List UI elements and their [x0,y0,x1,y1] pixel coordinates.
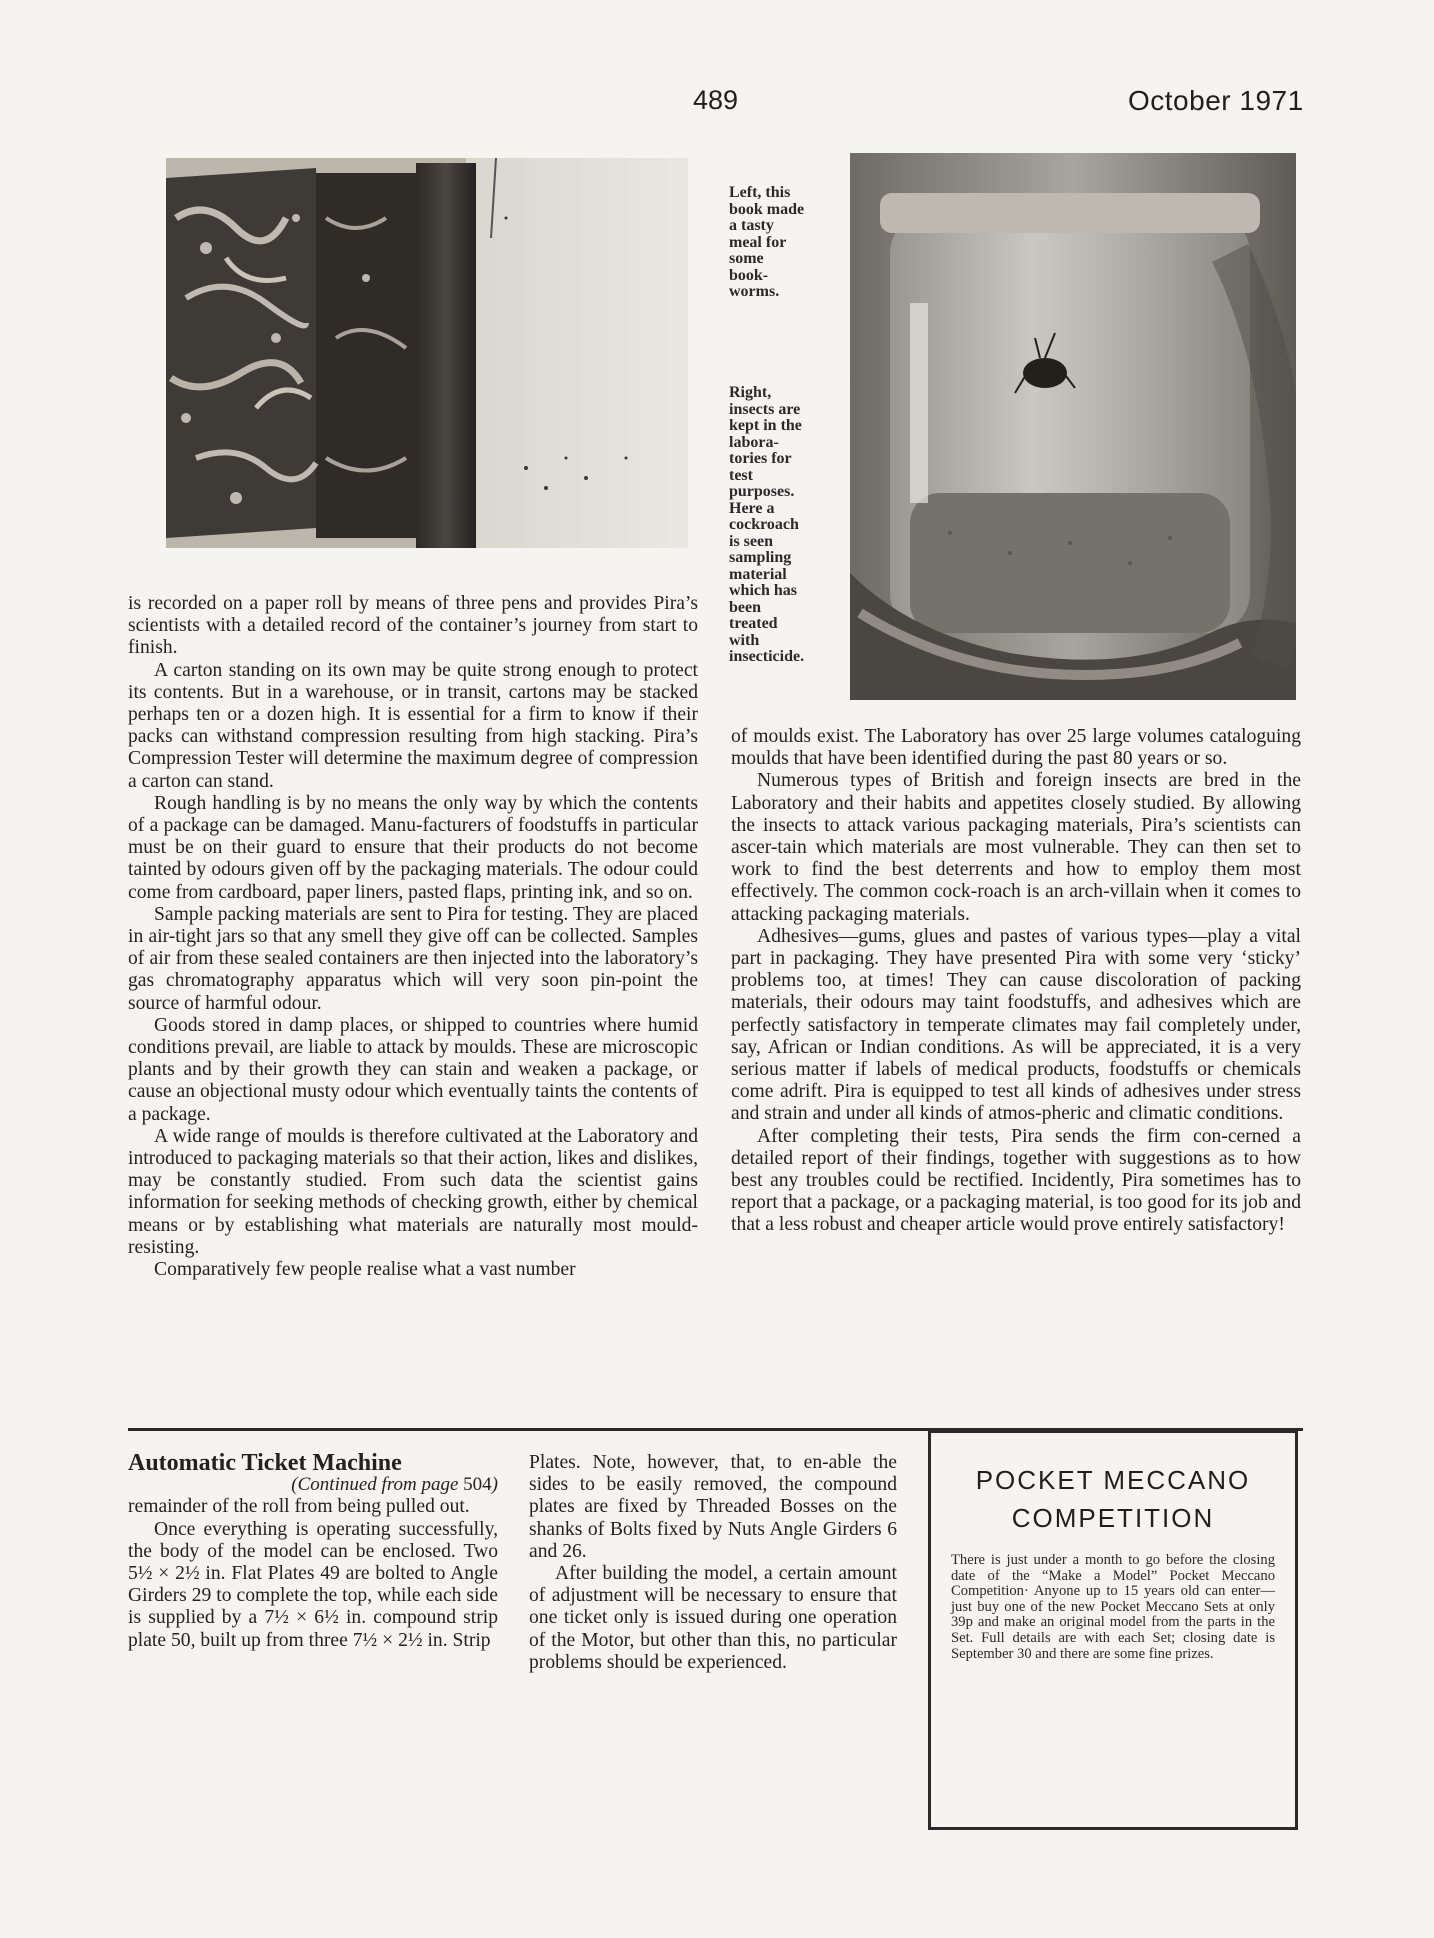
meccano-body: There is just under a month to go before the closing date of the “Make a Model” Pocket Meccano Competition· Anyone up to 15 years old can enter—just buy one of the new Pocket Meccano Sets at only 39p and make an original model from the parts in the Set. Full details are with each Set; closing date is September 30 and there are some fine prizes. [951,1552,1275,1662]
paragraph: Adhesives—gums, glues and pastes of various types—play a vital part in packaging. They have presented Pira with some very ‘sticky’ problems too, at times! They can cause discoloration of packing materials, their odours may taint foodstuffs, and adhesives which are perfectly satisfactory in temperate climates may fail completely under, say, African or Indian conditions. As will be appreciated, it is a very serious matter if labels of medical products, foodstuffs or chemicals come adrift. Pira is equipped to test all kinds of adhesives under stress and strain and under all kinds of atmos-pheric and climatic conditions. [731,925,1301,1125]
right-photo-caption: Right, insects are kept in the labora- tories for test purposes. Here a cockroach is seen sampling material which has been treated with insecticide. [729,384,805,665]
paragraph: Goods stored in damp places, or shipped to countries where humid conditions prevail, are liable to attack by moulds. These are microscopic plants and by their growth they can stain and weaken a package, or cause an objectional musty odour which eventually taints the contents of a package. [128,1014,698,1125]
meccano-title: POCKET MECCANO COMPETITION [975,1465,1251,1533]
left-photo-caption: Left, this book made a tasty meal for some book- worms. [729,184,805,300]
paragraph: After completing their tests, Pira sends the firm con-cerned a detailed report of their findings, together with suggestions as to how best any troubles could be rectified. Incidently, Pira sometimes has to report that a package, or a packaging material, is too good for its job and that a less robust and cheaper article would prove entirely satisfactory! [731,1125,1301,1236]
cockroach-jar-photo [850,153,1296,700]
ticket-machine-column-2 [529,1452,897,1674]
paragraph: Plates. Note, however, that, to en-able the sides to be easily removed, the compound plates are fixed by Threaded Bosses on the shanks of Bolts fixed by Nuts Angle Girders 6 and 26. [529,1452,897,1562]
paragraph: Sample packing materials are sent to Pira for testing. They are placed in air-tight jars so that any smell they give off can be collected. Samples of air from these sealed containers are then injected into the laboratory’s gas chromatography apparatus which will very soon pin-point the source of harmful odour. [128,903,698,1014]
article-left-column [128,593,698,1281]
paragraph: A carton standing on its own may be quite strong enough to protect its contents. But in a warehouse, or in transit, cartons may be stacked perhaps ten or a dozen high. It is essential for a firm to know if their packs can withstand compression resulting from high stacking. Pira’s Compression Tester will determine the maximum degree of compression a carton can stand. [128,659,698,792]
paragraph: Numerous types of British and foreign insects are bred in the Laboratory and their habits and appetites closely studied. By allowing the insects to attack various packaging materials, Pira’s scientists can ascer-tain which materials are most vulnerable. They can then set to work to find the best deterrents and how to employ them most effectively. The common cock-roach is an arch-villain when it comes to attacking packaging materials. [731,770,1301,925]
book-photo [166,158,688,548]
continued-page-number: 504 [463,1474,492,1496]
paragraph: A wide range of moulds is therefore cultivated at the Laboratory and introduced to packaging materials so that their action, likes and dislikes, may be constantly studied. From such data the scientist gains information for seeking methods of checking growth, either by chemical means or by establishing what materials are naturally most mould-resisting. [128,1125,698,1258]
ticket-machine-title: Automatic Ticket Machine [128,1450,402,1476]
paragraph: remainder of the roll from being pulled out. [128,1496,470,1518]
page-number: 489 [693,85,739,115]
paragraph: Rough handling is by no means the only way by which the contents of a package can be damaged. Manu-facturers of foodstuffs in particular must be on their guard to ensure that their products do not become tainted by odours given off by the packaging materials. The odour could come from cardboard, paper liners, pasted flaps, printing ink, and so on. [128,792,698,903]
paragraph: Once everything is operating successfully, the body of the model can be enclosed. Two 5½ × 2½ in. Flat Plates 49 are bolted to Angle Girders 29 to complete the top, while each side is supplied by a 7½ × 6½ in. compound strip plate 50, built up from three 7½ × 2½ in. Strip [128,1518,498,1651]
meccano-competition-box [928,1430,1298,1830]
article-right-column [731,726,1301,1237]
paragraph: After building the model, a certain amount of adjustment will be necessary to ensure that one ticket only is issued during one operation of the Motor, but other than this, no particular problems should be experienced. [529,1563,897,1673]
paragraph: is recorded on a paper roll by means of three pens and provides Pira’s scientists with a detailed record of the container’s journey from start to finish. [128,593,698,659]
paragraph: of moulds exist. The Laboratory has over 25 large volumes cataloguing moulds that have been identified during the past 80 years or so. [731,726,1301,770]
paragraph: Comparatively few people realise what a vast number [154,1259,576,1281]
continued-note: (Continued from page 504) [291,1474,498,1496]
issue-date: October 1971 [1128,85,1304,116]
ticket-machine-column-1 [128,1452,498,1652]
